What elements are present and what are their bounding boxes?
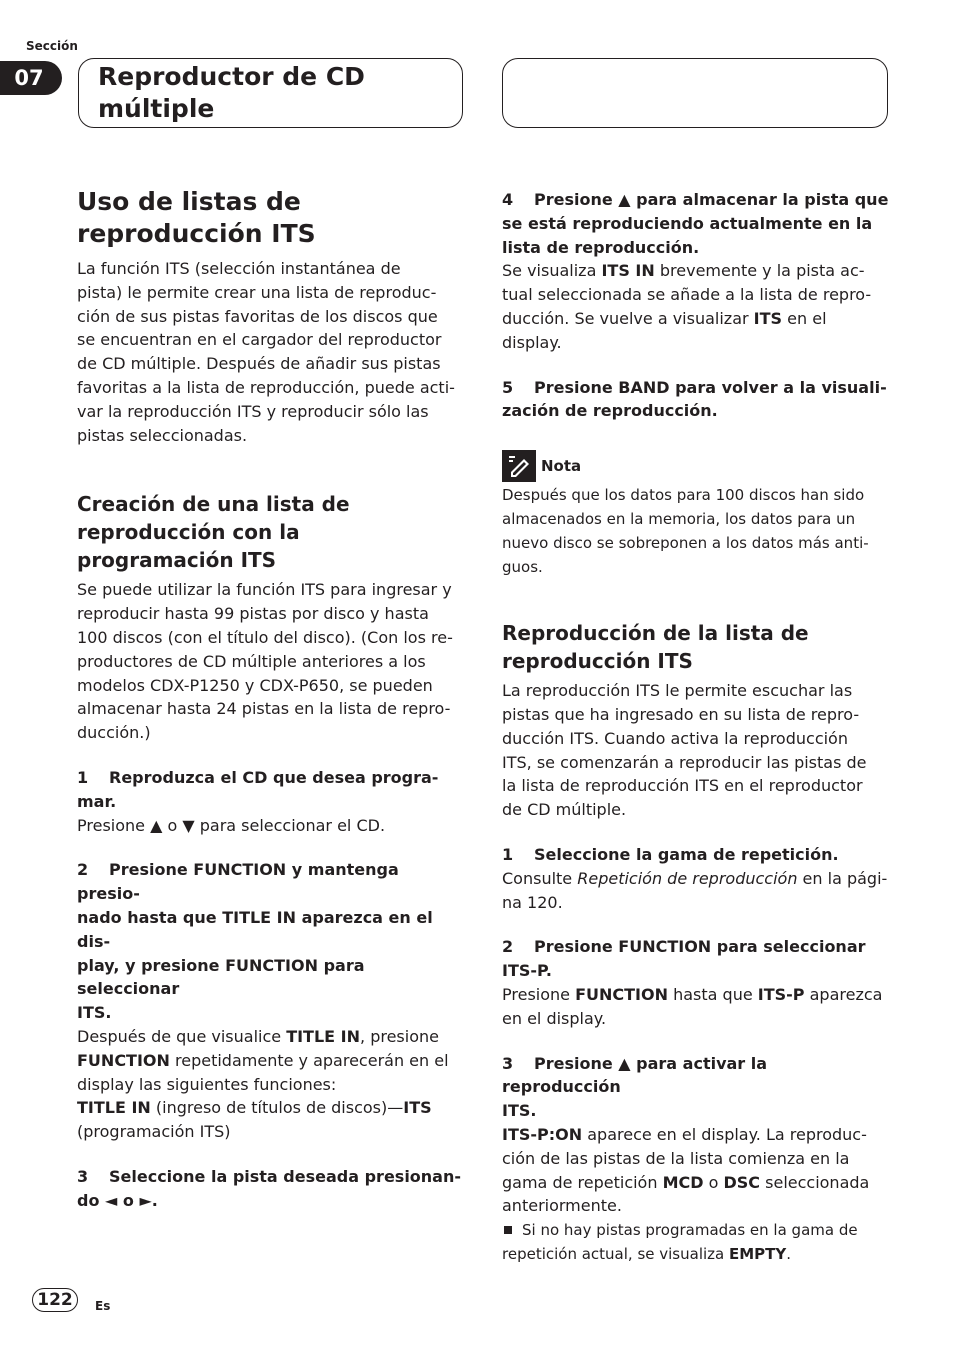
right-column (502, 188, 890, 1266)
note-label: Nota (541, 457, 582, 476)
section-label: Sección (26, 39, 78, 53)
reproduccion-paragraph: La reproducción ITS le permite escuchar las pistas que ha ingresado en su lista de repro- ducción ITS. Cuando activa la reproducción ITS, se comenzarán a reproducir las pistas de la lista de reproducción ITS en el reproductor de CD múltiple. (502, 681, 867, 820)
step-r2: 2 Presione FUNCTION para seleccionar ITS-P. Presione FUNCTION hasta que ITS-P aparezca en el display. (502, 937, 883, 1028)
note-pencil-icon (502, 450, 536, 482)
chapter-title-line1: Reproductor de CD (98, 62, 365, 91)
step-1: 1 Reproduzca el CD que desea progra- mar. Presione ▲ o ▼ para seleccionar el CD. (77, 767, 439, 835)
creacion-paragraph: Se puede utilizar la función ITS para ingresar y reproducir hasta 99 pistas por disco y hasta 100 discos (con el título del disco). (Con los re- productores de CD múltiple anteriores a los modelos CDX-P1250 y CDX-P650, se pueden almacenar hasta 24 pistas en la lista de repro- ducción.) (77, 580, 453, 743)
chapter-title-box (78, 58, 463, 128)
header-empty-box (502, 58, 888, 128)
step-r1: 1 Seleccione la gama de repetición. Consulte Repetición de reproducción en la pági- na 120. (502, 844, 888, 912)
step-4: 4 Presione ▲ para almacenar la pista que se está reproduciendo actualmente en la lista de reproducción. Se visualiza ITS IN brevemente y la pista ac- tual seleccionada se añade a la lista de repro- ducción. Se vuelve a visualizar ITS en el display. (502, 190, 889, 352)
language-code: Es (95, 1299, 111, 1313)
intro-paragraph: La función ITS (selección instantánea de pista) le permite crear una lista de reproduc- ción de sus pistas favoritas de los discos que se encuentran en el cargador del reproductor de CD múltiple. Después de añadir sus pistas favoritas a la lista de reproducción, puede acti- var la reproducción ITS y reproducir sólo las pistas seleccionadas. (77, 259, 455, 445)
section-number-tab: 07 (0, 61, 62, 95)
bullet-item: Si no hay pistas programadas en la gama de (502, 1218, 890, 1242)
subsection-heading-reproduccion: Reproducción de la lista de reproducción ITS (502, 621, 809, 674)
section-heading: Uso de listas de reproducción ITS (77, 187, 316, 248)
step-r3: 3 Presione ▲ para activar la reproducción ITS. ITS-P:ON aparece en el display. La reproduc- ción de las pistas de la lista comienza en la gama de repetición MCD o DSC seleccionada anteriormente. Si no hay pistas programadas en la gama de repetición actual, se visualiza EMPTY. (502, 1052, 890, 1267)
left-column (77, 186, 465, 1213)
note-block: Nota Después que los datos para 100 discos han sido almacenados en la memoria, los datos para un nuevo disco se sobreponen a los datos más anti- guos. (502, 449, 890, 579)
step-5: 5 Presione BAND para volver a la visuali- zación de reproducción. (502, 377, 887, 421)
subsection-heading-creacion: Creación de una lista de reproducción con la programación ITS (77, 492, 350, 573)
step-2: 2 Presione FUNCTION y mantenga presio- nado hasta que TITLE IN aparezca en el dis- play, y presione FUNCTION para seleccionar ITS. Después de que visualice TITLE IN, presione FUNCTION repetidamente y aparecerán en el display las siguientes funciones: TITLE IN (ingreso de títulos de discos)—ITS (programación ITS) (77, 860, 449, 1142)
step-3: 3 Seleccione la pista deseada presionan- do ◄ o ►. (77, 1166, 462, 1210)
chapter-title-line2: múltiple (98, 94, 215, 123)
bullet-square-icon (504, 1226, 512, 1234)
page-number: 122 (32, 1288, 78, 1312)
